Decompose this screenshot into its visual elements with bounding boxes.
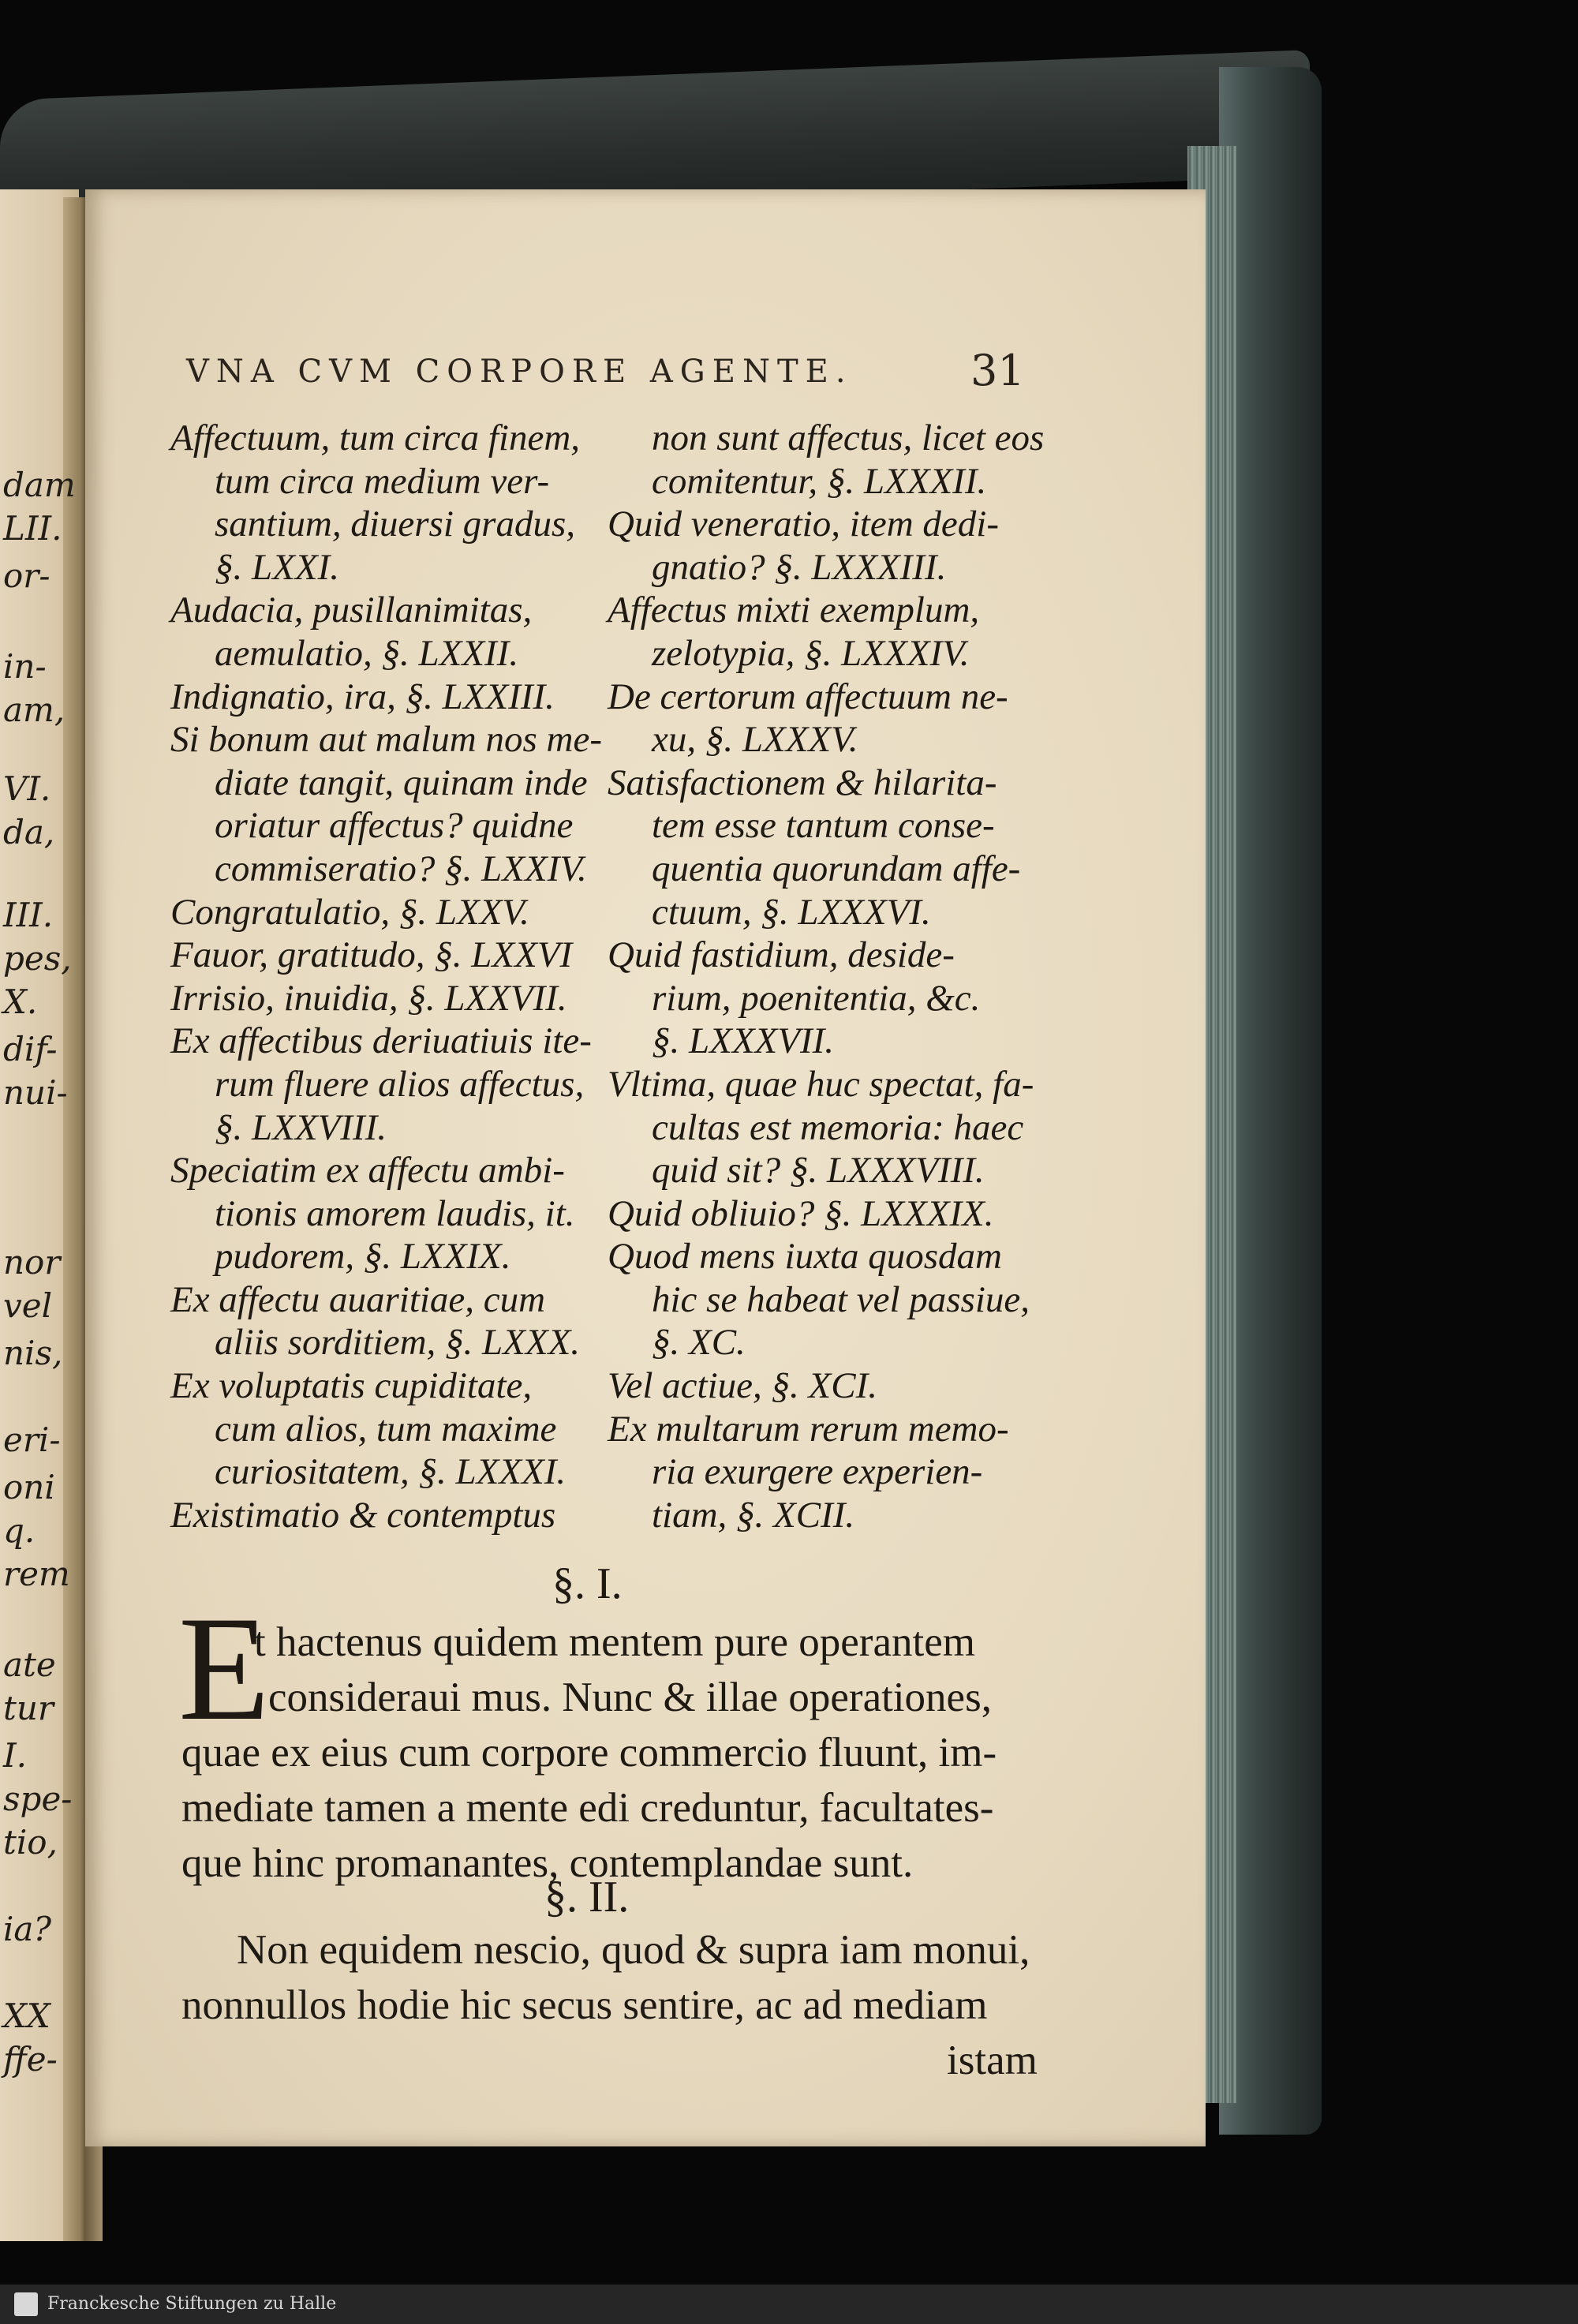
- contents-entry-line: Satisfactionem & hilarita-: [608, 762, 997, 803]
- contents-entry-line: Affectuum, tum circa finem,: [170, 417, 581, 458]
- contents-entry-line: tionis amorem laudis, it.: [215, 1192, 575, 1234]
- left-page-fragment: III.: [3, 896, 54, 934]
- left-page-fragment: nor: [3, 1243, 61, 1282]
- contents-entry-line: Indignatio, ira, §. LXXIII.: [170, 675, 555, 717]
- left-page-fragment: X.: [3, 982, 38, 1021]
- contents-entry-line: Vel actiue, §. XCI.: [608, 1365, 877, 1407]
- contents-entry-line: rum fluere alios affectus,: [215, 1063, 585, 1105]
- section-heading-1: §. I.: [552, 1559, 623, 1608]
- body-line: que hinc promanantes, contemplandae sunt.: [181, 1840, 914, 1886]
- contents-entry-line: quentia quorundam affe-: [652, 848, 1021, 889]
- contents-entry-line: Si bonum aut malum nos me-: [170, 719, 602, 761]
- contents-entry-line: aemulatio, §. LXXII.: [215, 632, 519, 674]
- left-page-fragment: ate: [3, 1645, 56, 1684]
- left-page-fragment: q.: [3, 1511, 36, 1550]
- contents-entry-line: Audacia, pusillanimitas,: [170, 589, 533, 631]
- contents-entry-line: comitentur, §. LXXXII.: [652, 460, 987, 502]
- contents-entry-line: Speciatim ex affectu ambi-: [170, 1150, 565, 1192]
- contents-entry-line: aliis sorditiem, §. LXXX.: [215, 1322, 581, 1364]
- contents-entry-line: rium, poenitentia, &c.: [652, 977, 981, 1019]
- contents-entry-line: ctuum, §. LXXXVI.: [652, 891, 931, 933]
- left-page-fragment: da,: [3, 813, 55, 851]
- left-page-fragment: XX: [3, 1997, 50, 2035]
- contents-entry-line: Quid fastidium, deside-: [608, 934, 955, 976]
- left-page-fragment: I.: [3, 1736, 27, 1775]
- left-page-fragment: LII.: [3, 509, 62, 548]
- contents-entry-line: santium, diuersi gradus,: [215, 503, 575, 545]
- contents-entry-line: tum circa medium ver-: [215, 460, 550, 502]
- left-page-fragment: ia?: [3, 1910, 51, 1948]
- contents-entry-line: §. LXXVIII.: [215, 1106, 387, 1148]
- body-line: istam: [947, 2038, 1038, 2083]
- body-paragraph-1: [181, 1615, 1049, 1891]
- contents-entry-line: Ex affectibus deriuatiuis ite-: [170, 1020, 592, 1062]
- left-page-fragment: spe-: [3, 1779, 73, 1818]
- left-page-fragments: [0, 0, 79, 2324]
- contents-entry-line: Ex affectu auaritiae, cum: [170, 1278, 546, 1320]
- body-line: mediate tamen a mente edi creduntur, facultates-: [181, 1785, 994, 1831]
- left-page-fragment: nis,: [3, 1334, 63, 1372]
- contents-entry-line: oriatur affectus? quidne: [215, 805, 574, 847]
- contents-entry-line: Irrisio, inuidia, §. LXXVII.: [170, 977, 567, 1019]
- contents-entry-line: Ex multarum rerum memo-: [608, 1408, 1009, 1450]
- running-head: VNA CVM CORPORE AGENTE.: [186, 354, 853, 390]
- contents-entry-line: commiseratio? §. LXXIV.: [215, 848, 587, 889]
- contents-entry-line: curiositatem, §. LXXXI.: [215, 1451, 567, 1493]
- left-page-fragment: am,: [3, 690, 65, 729]
- left-page-fragment: tio,: [3, 1823, 58, 1862]
- section-heading-2: §. II.: [544, 1873, 630, 1922]
- contents-entry-line: gnatio? §. LXXXIII.: [652, 546, 947, 588]
- drop-capital: E: [178, 1586, 271, 1752]
- contents-entry-line: Affectus mixti exemplum,: [608, 589, 980, 631]
- page-number: 31: [970, 346, 1025, 395]
- body-line: quae ex eius cum corpore commercio fluunt, im-: [181, 1730, 997, 1776]
- contents-entry-line: Quid obliuio? §. LXXXIX.: [608, 1192, 994, 1234]
- contents-column-left: [170, 417, 612, 1536]
- contents-entry-line: pudorem, §. LXXIX.: [215, 1236, 511, 1278]
- contents-entry-line: xu, §. LXXXV.: [652, 719, 858, 761]
- contents-entry-line: De certorum affectuum ne-: [608, 675, 1008, 717]
- body-line: t hactenus quidem mentem pure operantem: [254, 1619, 975, 1665]
- contents-entry-line: Vltima, quae huc spectat, fa-: [608, 1063, 1034, 1105]
- left-page-fragment: eri-: [3, 1420, 61, 1459]
- left-page-fragment: dam: [3, 466, 76, 504]
- left-page-fragment: oni: [3, 1468, 55, 1506]
- body-paragraph-2: [181, 1922, 1049, 2088]
- contents-column-right: [608, 417, 1049, 1536]
- contents-entry-line: §. LXXI.: [215, 546, 339, 588]
- left-page-fragment: nui-: [3, 1073, 68, 1112]
- contents-entry-line: Fauor, gratitudo, §. LXXVI: [170, 934, 573, 976]
- contents-entry-line: ria exurgere experien-: [652, 1451, 983, 1493]
- left-page-fragment: vel: [3, 1286, 53, 1325]
- contents-entry-line: Quid veneratio, item dedi-: [608, 503, 999, 545]
- left-page-fragment: rem: [3, 1555, 70, 1593]
- contents-entry-line: cum alios, tum maxime: [215, 1408, 557, 1450]
- contents-entry-line: §. LXXXVII.: [652, 1020, 835, 1062]
- contents-entry-line: zelotypia, §. LXXXIV.: [652, 632, 970, 674]
- left-page-fragment: in-: [3, 647, 47, 686]
- body-line: nonnullos hodie hic secus sentire, ac ad mediam: [181, 1982, 988, 2028]
- contents-entry-line: tiam, §. XCII.: [652, 1494, 855, 1536]
- contents-entry-line: Congratulatio, §. LXXV.: [170, 891, 529, 933]
- contents-entry-line: cultas est memoria: haec: [652, 1106, 1024, 1148]
- left-page-fragment: tur: [3, 1689, 54, 1727]
- body-line: Non equidem nescio, quod & supra iam monui,: [237, 1927, 1030, 1973]
- contents-entry-line: Quod mens iuxta quosdam: [608, 1236, 1002, 1278]
- left-page-fragment: ffe-: [3, 2040, 58, 2079]
- footer-institution: Franckesche Stiftungen zu Halle: [47, 2294, 337, 2314]
- contents-entry-line: Existimatio & contemptus: [170, 1494, 556, 1536]
- left-page-fragment: pes,: [3, 939, 72, 978]
- contents-entry-line: quid sit? §. LXXXVIII.: [652, 1150, 985, 1192]
- contents-entry-line: diate tangit, quinam inde: [215, 762, 588, 803]
- contents-entry-line: §. XC.: [652, 1322, 746, 1364]
- contents-entry-line: non sunt affectus, licet eos: [652, 417, 1045, 458]
- contents-entry-line: hic se habeat vel passiue,: [652, 1278, 1030, 1320]
- institution-logo-icon: [14, 2292, 38, 2316]
- contents-entry-line: Ex voluptatis cupiditate,: [170, 1365, 533, 1407]
- left-page-fragment: VI.: [3, 769, 51, 808]
- contents-entry-line: tem esse tantum conse-: [652, 805, 995, 847]
- left-page-fragment: or-: [3, 556, 50, 595]
- left-page-fragment: dif-: [3, 1030, 58, 1068]
- body-line: consideraui mus. Nunc & illae operationes,: [268, 1675, 992, 1720]
